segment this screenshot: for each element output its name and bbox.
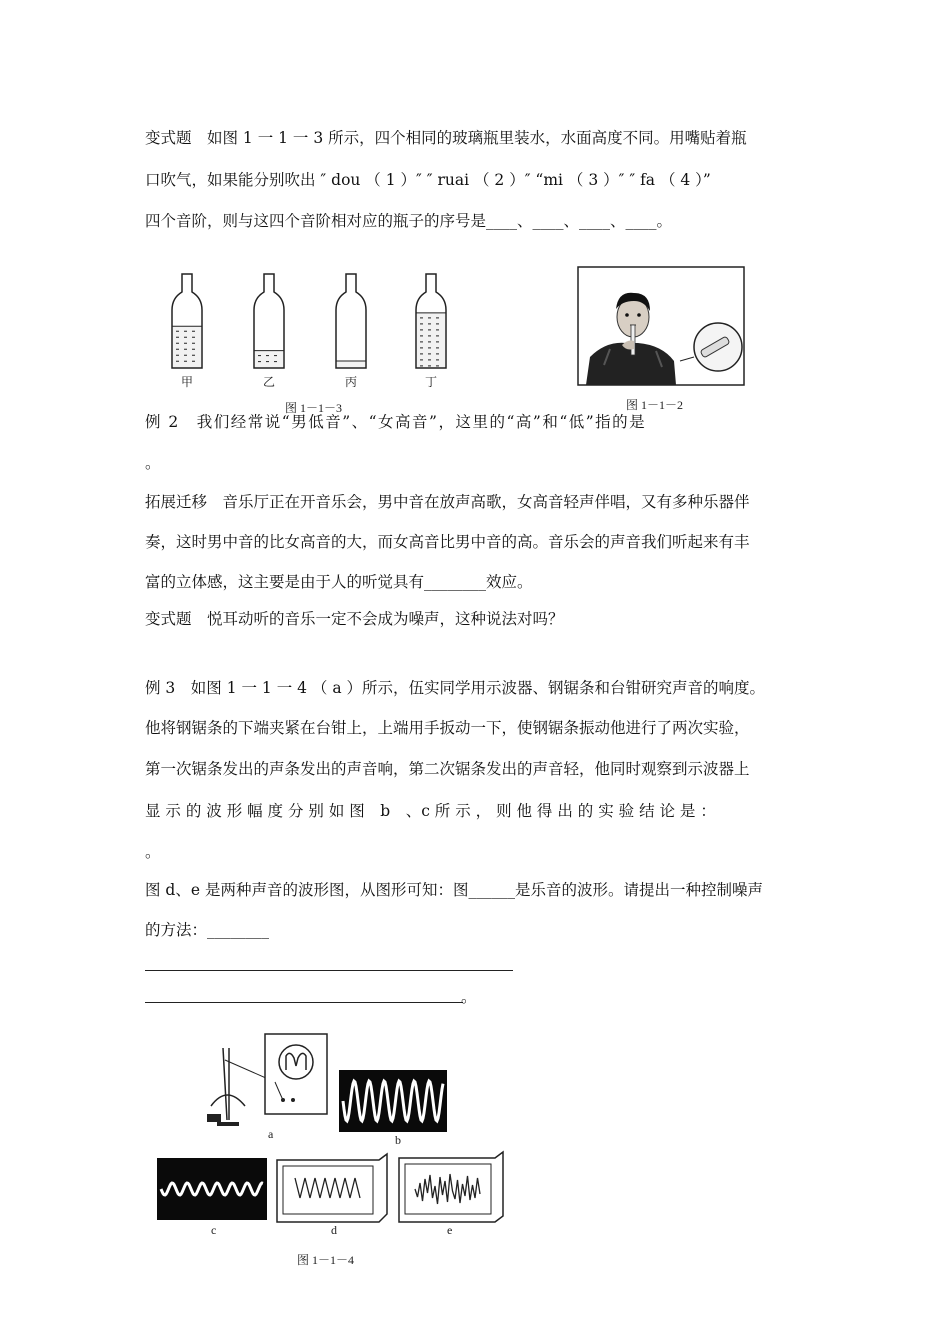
answer-rule-1 — [145, 970, 513, 971]
bottle-label: 甲 — [181, 375, 194, 389]
text-line-17: 。 — [461, 988, 477, 1006]
text-line-12: 第一次锯条发出的声条发出的声音响，第二次锯条发出的声音轻，他同时观察到示波器上 — [145, 760, 750, 778]
text-line-9: 变式题 悦耳动听的音乐一定不会成为噪声，这种说法对吗？ — [145, 610, 564, 628]
bottle-outline — [336, 274, 366, 368]
bottle-3 — [336, 274, 366, 389]
bottles-figure — [165, 268, 465, 420]
bottles-caption: 图 1－1－3 — [285, 401, 343, 415]
oscilloscope-figure — [145, 1020, 513, 1278]
bottle-label: 丙 — [345, 375, 358, 389]
label-a: a — [268, 1127, 274, 1141]
bottle-label: 乙 — [263, 375, 276, 389]
label-c: c — [211, 1223, 217, 1237]
text-line-15: 图 d、e 是两种声音的波形图，从图形可知：图______是乐音的波形。请提出一种控制噪声 — [145, 881, 763, 899]
text-line-8: 富的立体感，这主要是由于人的听觉具有________效应。 — [145, 573, 533, 591]
text-line-11: 他将钢锯条的下端夹紧在台钳上，上端用手扳动一下，使钢锯条振动他进行了两次实验， — [145, 719, 750, 737]
text-line-14: 。 — [145, 843, 161, 861]
text-line-1: 变式题 如图 1 一 1 一 3 所示，四个相同的玻璃瓶里装水，水面高度不同。用嘴贴着瓶 — [145, 129, 747, 147]
waveform-e — [399, 1152, 503, 1222]
waveform-d — [277, 1154, 387, 1222]
label-b: b — [395, 1133, 401, 1147]
text-line-7: 奏，这时男中音的比女高音的大，而女高音比男中音的高。音乐会的声音我们听起来有丰 — [145, 533, 750, 551]
oscilloscope-a — [265, 1034, 327, 1114]
text-line-3: 四个音阶，则与这四个音阶相对应的瓶子的序号是____、____、____、____。 — [145, 212, 673, 230]
label-d: d — [331, 1223, 337, 1237]
text-line-13: 显 示 的 波 形 幅 度 分 别 如 图 b 、c 所 示 ， 则 他 得 出 的 实 验 结 论 是 ： — [145, 802, 716, 820]
oscilloscope-caption: 图 1－1－4 — [297, 1253, 355, 1267]
label-e: e — [447, 1223, 453, 1237]
bottle-water — [255, 351, 283, 368]
photo-figure — [576, 265, 748, 417]
photo-caption: 图 1－1－2 — [626, 398, 684, 412]
bottle-label: 丁 — [425, 375, 438, 389]
text-line-6: 拓展迁移 音乐厅正在开音乐会，男中音在放声高歌，女高音轻声伴唱，又有多种乐器伴 — [145, 493, 750, 511]
answer-rule-2 — [145, 1002, 463, 1003]
waveform-b — [339, 1070, 447, 1132]
bottle-2 — [254, 274, 284, 389]
bottle-4 — [416, 274, 446, 389]
text-line-10: 例 3 如图 1 一 1 一 4 （ a ）所示，伍实同学用示波器、钢锯条和台钳研究声音的响度。 — [145, 679, 766, 697]
bottle-water — [337, 361, 365, 368]
bottle-1 — [172, 274, 202, 389]
text-line-2: 口吹气，如果能分别吹出 ″ dou （ 1 ）″ ″ ruai （ 2 ）″ “mi （ 3 ）″ ″ fa （ 4 ）” — [145, 171, 711, 189]
waveform-c — [157, 1158, 267, 1220]
text-line-4: 例 2 我们经常说“男低音”、“女高音”，这里的“高”和“低”指的是 — [145, 413, 647, 431]
text-line-5: 。 — [145, 454, 161, 472]
text-line-16: 的方法：________ — [145, 921, 270, 939]
